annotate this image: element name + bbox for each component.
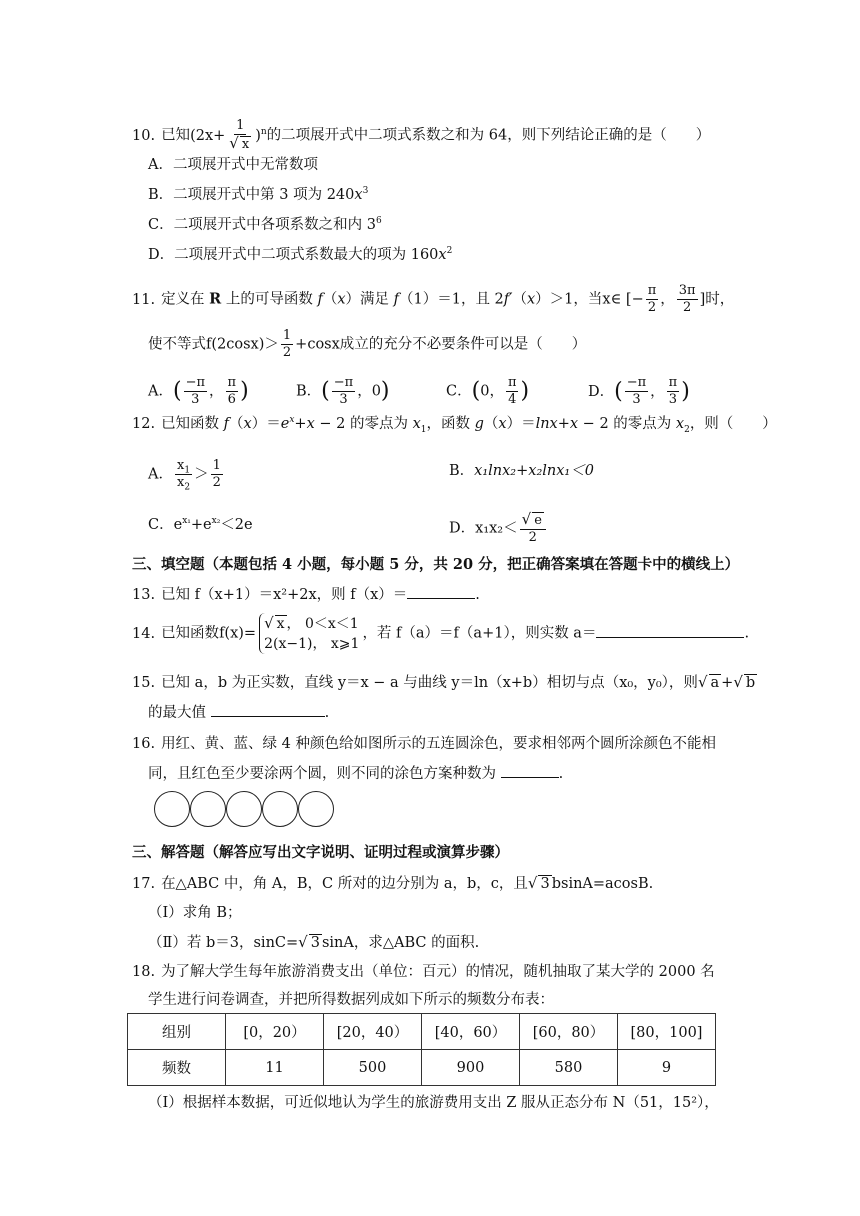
q15-plus: + — [721, 675, 734, 691]
q11-c-frac — [506, 375, 519, 408]
table-row — [128, 1014, 716, 1050]
q11-a-frac2 — [226, 375, 239, 408]
q11-option-b-label: B． — [296, 383, 322, 400]
q12-c-end: ＜2e — [220, 517, 253, 533]
q16-number: 16. — [132, 736, 156, 752]
q10-option-c-exp: 6 — [375, 216, 382, 227]
q16-l1: 用红、黄、蓝、绿 4 种颜色给如图所示的五连圆涂色，要求相邻两个圆所涂颜色不能相 — [161, 736, 717, 752]
q10-option-b-var: x — [354, 187, 363, 203]
q11-x: x — [337, 291, 346, 308]
q12-t-k: ，则（ ） — [689, 416, 777, 432]
sqrt-symbol: √ — [527, 874, 538, 892]
sqrt-symbol: √ — [229, 134, 239, 152]
q10-post: 的二项展开式中二项式系数之和为 64，则下列结论正确的是（ ） — [266, 127, 711, 144]
q12-t-f: ，函数 — [426, 416, 475, 432]
q12-d-bot: 2 — [528, 530, 537, 545]
q11-l2-a: 使不等式 — [148, 336, 206, 353]
q12-option-c-label: C． — [148, 517, 174, 533]
q12-f: f — [223, 416, 230, 432]
q17-stem — [132, 873, 653, 894]
q12-s1: 1 — [420, 424, 427, 435]
q12-d-top — [520, 511, 546, 530]
q11-frac-2-top: 3π — [678, 283, 696, 298]
q12-number: 12. — [132, 416, 156, 432]
q12-c-exp2: x₂ — [211, 516, 221, 527]
q13-text: 已知 f（x+1）＝x²+2x，则 f（x）＝ — [161, 587, 408, 603]
sqrt-symbol: √ — [521, 510, 532, 528]
q11-a-f1-top: −π — [185, 375, 206, 390]
q14-answer-blank[interactable] — [596, 623, 744, 638]
q12-a-bot-sub: 2 — [184, 482, 191, 493]
table-cell: [60，80） — [520, 1014, 618, 1050]
q11-d-f1-top: −π — [626, 375, 647, 390]
q12-t-a: 已知函数 — [161, 416, 224, 432]
q12-d-frac — [520, 511, 546, 546]
table-cell: [20，40） — [324, 1014, 422, 1050]
q11-d-f1-bot: 3 — [632, 392, 641, 407]
paren-open: ( — [172, 378, 182, 404]
q12-x3: x — [498, 416, 507, 432]
circle-3 — [226, 791, 262, 827]
q12-stem — [132, 414, 777, 434]
q14-fx: f(x)= — [219, 625, 257, 642]
q15-text: 已知 a，b 为正实数，直线 y＝x − a 与曲线 y＝ln（x+b）相切与点（x₀，y₀），则 — [161, 675, 698, 691]
q11-b-f-top: −π — [333, 375, 354, 390]
table-cell: 580 — [520, 1050, 618, 1086]
q14-case2: 2(x−1)， x⩾1 — [264, 636, 360, 652]
q11-l2-frac-bot: 2 — [282, 345, 292, 360]
q12-option-b-label: B． — [449, 463, 475, 479]
q11-x2: x — [526, 291, 536, 308]
q17-text: 在△ABC 中，角 A，B，C 所对的边分别为 a，b，c，且 — [161, 876, 528, 892]
q11-stem-line1 — [132, 283, 734, 316]
paren-open: ( — [321, 378, 330, 404]
q12-e: e — [280, 416, 290, 432]
q12-option-a-label: A． — [148, 466, 173, 483]
q11-options — [148, 375, 690, 408]
sqrt-symbol: √ — [264, 614, 274, 632]
q11-inequality: f(2cosx)＞ — [206, 336, 279, 353]
q11-a-f1-bot: 3 — [191, 392, 200, 407]
q10-option-d — [148, 245, 452, 265]
q12-a-frac2 — [211, 458, 223, 491]
q11-l2-frac-top: 1 — [282, 328, 292, 343]
q18-line2: 学生进行问卷调查，并把所得数据列成如下所示的频数分布表： — [148, 992, 554, 1008]
q11-interval-close: ]时， — [699, 291, 735, 308]
q12-a-top — [175, 458, 192, 475]
q13-answer-blank[interactable] — [407, 584, 475, 599]
q13 — [132, 584, 480, 605]
paren-close: ) — [240, 378, 249, 404]
q12-s2: 2 — [684, 424, 690, 435]
paren-open: ( — [471, 378, 481, 404]
q14-end: . — [744, 625, 750, 642]
q14 — [132, 613, 749, 654]
q10-option-b-exp: 3 — [362, 186, 369, 197]
q11-text-a: 定义在 — [161, 291, 210, 308]
q11-c-f-top: π — [507, 375, 517, 390]
q15-line1 — [132, 672, 757, 693]
q11-fprime: f′ — [503, 291, 513, 308]
q13-end: . — [475, 587, 480, 603]
q11-b-f-bot: 3 — [339, 392, 348, 407]
q11-interval-open: x∈ [− — [602, 291, 644, 308]
q10-option-b-text: B．二项展开式中第 3 项为 240 — [148, 187, 355, 203]
q11-option-a: A．( $\frac{-\pi}{3}$ ， $\frac{\pi}{6}$ ) — [148, 375, 249, 407]
q17-equation: bsinA=acosB. — [551, 876, 654, 892]
q10-option-d-var: x — [438, 247, 447, 263]
q12-d-radicand: e — [534, 513, 542, 528]
q15-rad-b: b — [745, 675, 756, 691]
q12-option-a — [148, 458, 225, 491]
sqrt-symbol: √ — [697, 673, 708, 691]
q11-l2-c: 成立的充分不必要条件可以是（ ） — [339, 336, 587, 353]
table-cell: 900 — [422, 1050, 520, 1086]
q18-number: 18. — [132, 964, 156, 980]
q12-ex: x — [289, 415, 295, 426]
table-cell: 9 — [618, 1050, 716, 1086]
q12-a-top-sub: 1 — [184, 465, 191, 476]
q16-line2 — [148, 763, 563, 784]
circle-2 — [190, 791, 226, 827]
q17-p2-sinC: sinC= — [253, 935, 299, 951]
q12-x2: x — [306, 416, 315, 432]
q12-a-bot-x: x — [176, 475, 185, 490]
q17-p2-sinA: sinA — [321, 935, 354, 951]
q14-post: ，若 f（a）＝f（a+1），则实数 a＝ — [362, 625, 597, 642]
q15-answer-blank[interactable] — [211, 702, 325, 717]
q12-option-d — [449, 511, 548, 546]
frequency-table — [127, 1013, 716, 1086]
q11-text-h: ）＞1，当 — [535, 291, 603, 308]
q14-case1-cond: ， 0＜x＜1 — [286, 616, 359, 632]
q10-option-c-text: C．二项展开式中各项系数之和内 3 — [148, 217, 376, 233]
circle-1 — [154, 791, 190, 827]
q12-x5: x — [675, 416, 685, 432]
q12-x1: x — [412, 416, 421, 432]
table-cell: [0，20） — [226, 1014, 324, 1050]
q15-end: . — [324, 705, 330, 721]
five-linked-circles-figure — [154, 791, 334, 827]
q11-option-c-label: C． — [446, 383, 472, 400]
q14-case1-radicand: x — [276, 616, 285, 632]
q11-c-f-bot: 4 — [508, 392, 517, 407]
q12-x4: x — [569, 416, 579, 432]
q11-f2: f — [393, 291, 399, 308]
q12-t-c: ）＝ — [251, 416, 281, 432]
circle-4 — [262, 791, 298, 827]
q11-frac-1-top: π — [647, 283, 657, 298]
q12-c-exp1: x₁ — [182, 516, 191, 527]
q12-a-top-x: x — [176, 458, 185, 473]
q10-option-d-text: D．二项展开式中二项式系数最大的项为 160 — [148, 247, 439, 263]
q12-t-e: − 2 的零点为 — [314, 416, 413, 432]
paren-close: ) — [520, 378, 530, 404]
q11-frac-1-bot: 2 — [647, 300, 657, 315]
q12-a-frac1 — [175, 458, 192, 491]
q14-piecewise — [259, 613, 359, 654]
q10-option-c — [148, 215, 382, 235]
q11-c-zero: 0 — [480, 383, 490, 400]
q10-fraction — [227, 118, 253, 153]
q12-d-text: x₁x₂＜ — [475, 520, 518, 537]
paren-close: ) — [681, 378, 690, 404]
table-cell: 11 — [226, 1050, 324, 1086]
q17-radicand: 3 — [540, 876, 550, 892]
q12-t-g: （ — [483, 416, 499, 432]
q12-c-e1: e — [173, 517, 183, 533]
q12-t-d: + — [294, 416, 307, 432]
q12-t-i: + — [557, 416, 570, 432]
table-cell: 组别 — [128, 1014, 226, 1050]
q12-g: g — [474, 416, 484, 432]
q10-frac-top: 1 — [236, 118, 245, 133]
q10-number: 10. — [132, 127, 156, 144]
q10-frac-bot — [227, 135, 253, 153]
section-solution-heading: 三、解答题（解答应写出文字说明、证明过程或演算步骤） — [132, 844, 509, 861]
q11-text-c: （ — [322, 291, 338, 308]
q12-a-rel: ＞ — [194, 466, 209, 483]
q11-frac-2 — [677, 283, 698, 316]
table-cell: [40，60） — [422, 1014, 520, 1050]
section-fill-blank-heading: 三、填空题（本题包括 4 小题，每小题 5 分，共 20 分，把正确答案填在答题卡中的横线上） — [132, 556, 740, 573]
paren-close: ) — [380, 378, 390, 404]
sqrt-symbol: √ — [733, 673, 743, 691]
q15-line2 — [148, 702, 329, 723]
q17-part1: （Ⅰ）求角 B； — [148, 905, 242, 921]
table-cell: 500 — [324, 1050, 422, 1086]
q11-frac-1 — [646, 283, 659, 316]
q11-option-d-label: D． — [588, 383, 615, 400]
q14-number: 14. — [132, 625, 156, 642]
q11-d-f2-top: π — [668, 375, 678, 390]
q12-option-d-label: D． — [449, 520, 476, 537]
q12-a-bot — [175, 475, 192, 491]
sqrt-symbol: √ — [298, 933, 308, 951]
q12-option-b-text: x₁lnx₂+x₂lnx₁＜0 — [474, 463, 594, 479]
q12-t-h: ）＝ — [506, 416, 536, 432]
q12-option-b — [449, 461, 594, 481]
circle-5 — [298, 791, 334, 827]
q11-comma: ， — [660, 291, 675, 308]
q11-number: 11. — [132, 291, 156, 308]
q10-exponent: n — [260, 126, 267, 137]
q17-p2-d: ，求△ABC 的面积. — [353, 935, 480, 951]
q10-option-a: A．二项展开式中无常数项 — [148, 157, 318, 173]
q11-a-f2-bot: 6 — [227, 392, 236, 407]
q11-f: f — [317, 291, 323, 308]
q11-text-b: 上的可导函数 — [221, 291, 318, 308]
q11-set-R: R — [209, 290, 222, 308]
q16-answer-blank[interactable] — [501, 763, 559, 778]
q11-frac-2-bot: 2 — [683, 300, 692, 315]
q10-expr-close: ) — [255, 127, 261, 144]
q11-option-d: D．( $\frac{-\pi}{3}$ ， $\frac{\pi}{3}$ ) — [588, 375, 690, 407]
q11-d-frac1 — [625, 375, 648, 408]
q12-option-c — [148, 515, 253, 535]
q17-number: 17. — [132, 876, 156, 892]
q11-d-f2-bot: 3 — [668, 392, 678, 407]
q11-b-zero: 0 — [371, 383, 381, 400]
q13-number: 13. — [132, 587, 156, 603]
table-cell: 频数 — [128, 1050, 226, 1086]
q16-line1 — [132, 734, 716, 754]
q18-l1: 为了解大学生每年旅游消费支出（单位：百元）的情况，随机抽取了某大学的 2000 名 — [161, 964, 715, 980]
q11-d-frac2 — [667, 375, 680, 408]
q11-option-a-label: A． — [148, 383, 173, 400]
q16-l2: 同，且红色至少要涂两个圆，则不同的涂色方案种数为 — [148, 766, 496, 782]
q12-t-b: （ — [229, 416, 244, 432]
q10-pre: 已知 — [161, 127, 191, 144]
q11-l2-frac — [281, 328, 293, 361]
q10-option-b — [148, 185, 368, 205]
q11-option-b: B．( $\frac{-\pi}{3}$ ，0) — [296, 375, 390, 407]
q17-part2 — [148, 932, 479, 953]
q16-end: . — [558, 766, 564, 782]
table-cell: [80，100] — [618, 1014, 716, 1050]
q17-p2-radicand: 3 — [310, 935, 320, 951]
q11-stem-line2 — [148, 328, 586, 361]
q11-text-g: （ — [512, 291, 527, 308]
q11-a-f2-top: π — [227, 375, 237, 390]
q12-a-f2-top: 1 — [212, 458, 221, 473]
q12-c-mid: +e — [190, 517, 212, 533]
q18-line1 — [132, 962, 715, 982]
paren-open: ( — [614, 378, 623, 404]
q11-b-frac — [332, 375, 355, 408]
q10-radicand: x — [241, 137, 250, 152]
q10-expr-open: (2x+ — [190, 127, 226, 144]
q18-part1: （Ⅰ）根据样本数据，可近似地认为学生的旅游费用支出 Z 服从正态分布 N（51，15²）， — [148, 1095, 719, 1111]
q14-case1 — [264, 613, 359, 634]
q12-a-f2-bot: 2 — [212, 475, 221, 490]
q17-p2-a: （Ⅱ）若 b＝3， — [148, 935, 254, 951]
q12-x: x — [243, 416, 252, 432]
q14-pre: 已知函数 — [161, 625, 220, 642]
q15-l2: 的最大值 — [148, 705, 206, 721]
q11-l2-cos: +cosx — [295, 336, 340, 353]
q11-a-frac1 — [184, 375, 207, 408]
q15-number: 15. — [132, 675, 156, 691]
table-row — [128, 1050, 716, 1086]
q10-expression — [190, 118, 267, 152]
q15-rad-a: a — [710, 675, 720, 691]
q11-text-e: （1）＝1，且 2 — [399, 291, 504, 308]
q10-stem — [132, 118, 710, 153]
q12-ln: lnx — [535, 416, 558, 432]
q11-option-c: C．(0， $\frac{\pi}{4}$ ) — [446, 375, 530, 407]
q11-text-d: ）满足 — [345, 291, 394, 308]
q10-option-d-exp: 2 — [446, 246, 453, 257]
q12-t-j: − 2 的零点为 — [578, 416, 676, 432]
